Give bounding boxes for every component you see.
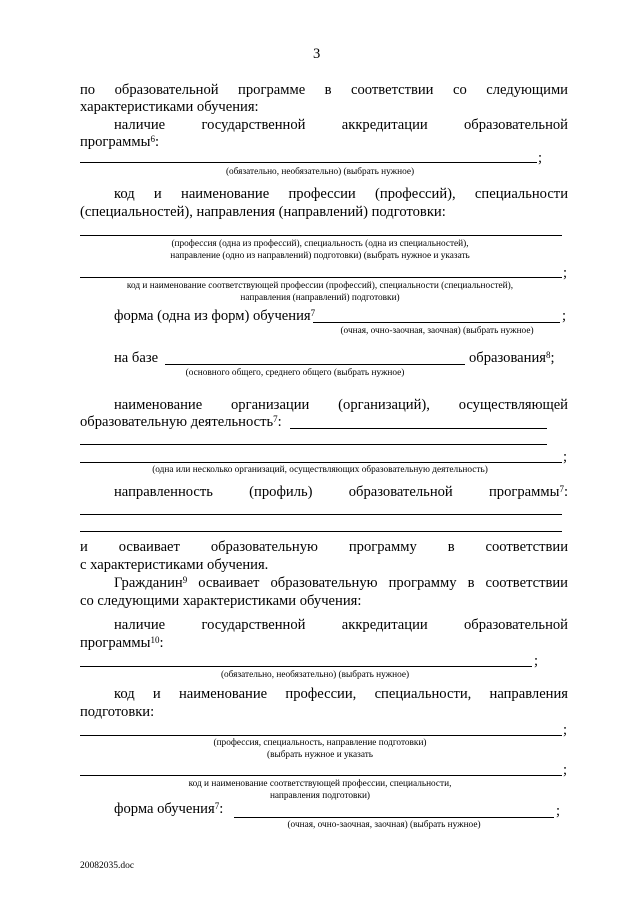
code2-hint-1: (профессия, специальность, направление подготовки) (213, 738, 427, 748)
accreditation-line-2: программы$^6$: (80, 134, 160, 150)
accreditation2-line-1: наличие государственной аккредитации образовательной (114, 617, 568, 633)
footnote-ref: 7 (273, 414, 278, 424)
code2-line-1: код и наименование профессии, специальности, направления (114, 686, 568, 702)
accreditation-hint: (обязательно, необязательно) (выбрать нужное) (225, 167, 415, 177)
code2-fill-line-1 (80, 735, 562, 736)
base-label: на базе (114, 350, 159, 366)
accreditation-fill-line (80, 162, 537, 163)
semicolon: ; (556, 803, 561, 819)
code2-fill-line-2 (80, 775, 562, 776)
study-form-hint: (очная, очно-заочная, заочная) (выбрать нужное) (340, 326, 534, 336)
organization-hint: (одна или несколько организаций, осуществляющих образовательную деятельность) (152, 465, 488, 475)
code2-hint-3: код и наименование соответствующей профессии, специальности, (188, 779, 452, 789)
base-fill-line (165, 364, 465, 365)
citizen-line-1: Гражданин$^9$ осваивает образовательную программу в соответствии (114, 575, 568, 591)
study-form-fill-line (313, 322, 560, 323)
code-hint-3: код и наименование соответствующей профессии (профессий), специальности (специальностей), (126, 281, 514, 291)
organization-fill-line-1 (290, 428, 547, 429)
intro-line-1: по образовательной программе в соответствии со следующими (80, 82, 568, 98)
code-line-1: код и наименование профессии (профессий), специальности (114, 186, 568, 202)
footnote-ref: 7 (310, 308, 316, 318)
semicolon: ; (538, 150, 543, 166)
semicolon: ; (563, 762, 568, 778)
footnote-ref: 7 (214, 801, 220, 811)
code2-line-2: подготовки: (80, 704, 155, 720)
code-hint-2: направление (одно из направлений) подготовки) (выбрать нужное и указать (170, 251, 470, 261)
profile-fill-line-1 (80, 514, 562, 515)
base-hint: (основного общего, среднего общего (выбрать нужное) (185, 368, 405, 378)
page-number: 3 (313, 46, 321, 62)
semicolon: ; (563, 722, 568, 738)
study-form2-hint: (очная, очно-заочная, заочная) (выбрать нужное) (287, 820, 481, 830)
organization-fill-line-3 (80, 462, 562, 463)
accreditation2-line-2: программы$^{10}$: (80, 635, 164, 651)
code-hint-4: направления (направлений) подготовки) (240, 293, 400, 303)
footnote-ref: 6 (150, 134, 155, 144)
code-hint-1: (профессия (одна из профессий), специальность (одна из специальностей), (171, 239, 469, 249)
semicolon: ; (563, 449, 568, 465)
organization-line-2: образовательную деятельность$^7$: (80, 414, 282, 430)
organization-fill-line-2 (80, 444, 547, 445)
footnote-ref: 9 (182, 575, 188, 585)
study-form2-fill-line (234, 817, 554, 818)
mastering-line-1: и осваивает образовательную программу в соответствии (80, 539, 568, 555)
profile-fill-line-2 (80, 531, 562, 532)
accreditation-line-1: наличие государственной аккредитации образовательной (114, 117, 568, 133)
intro-line-2: характеристиками обучения: (80, 99, 259, 115)
footnote-ref: 7 (559, 484, 564, 494)
organization-line-1: наименование организации (организаций), осуществляющей (114, 397, 568, 413)
semicolon: ; (563, 265, 568, 281)
profile-line: направленность (профиль) образовательной программы$^7$: (114, 484, 568, 500)
code-fill-line-1 (80, 235, 562, 236)
footer-filename: 20082035.doc (80, 861, 135, 871)
study-form2-label: форма обучения$^7$: (114, 801, 224, 817)
code-fill-line-2 (80, 277, 562, 278)
footnote-ref: 10 (150, 635, 160, 645)
code2-hint-4: направления подготовки) (269, 791, 371, 801)
citizen-line-2: со следующими характеристиками обучения: (80, 593, 362, 609)
footnote-ref: 8 (545, 350, 551, 360)
code-line-2: (специальностей), направления (направлений) подготовки: (80, 204, 446, 220)
code2-hint-2: (выбрать нужное и указать (266, 750, 374, 760)
accreditation2-fill-line (80, 666, 532, 667)
semicolon: ; (562, 308, 567, 324)
accreditation2-hint: (обязательно, необязательно) (выбрать нужное) (220, 670, 410, 680)
mastering-line-2: с характеристиками обучения. (80, 557, 269, 573)
semicolon: ; (534, 653, 539, 669)
study-form-label: форма (одна из форм) обучения$^7$ (114, 308, 316, 324)
base-suffix: образования$^8$; (469, 350, 555, 366)
